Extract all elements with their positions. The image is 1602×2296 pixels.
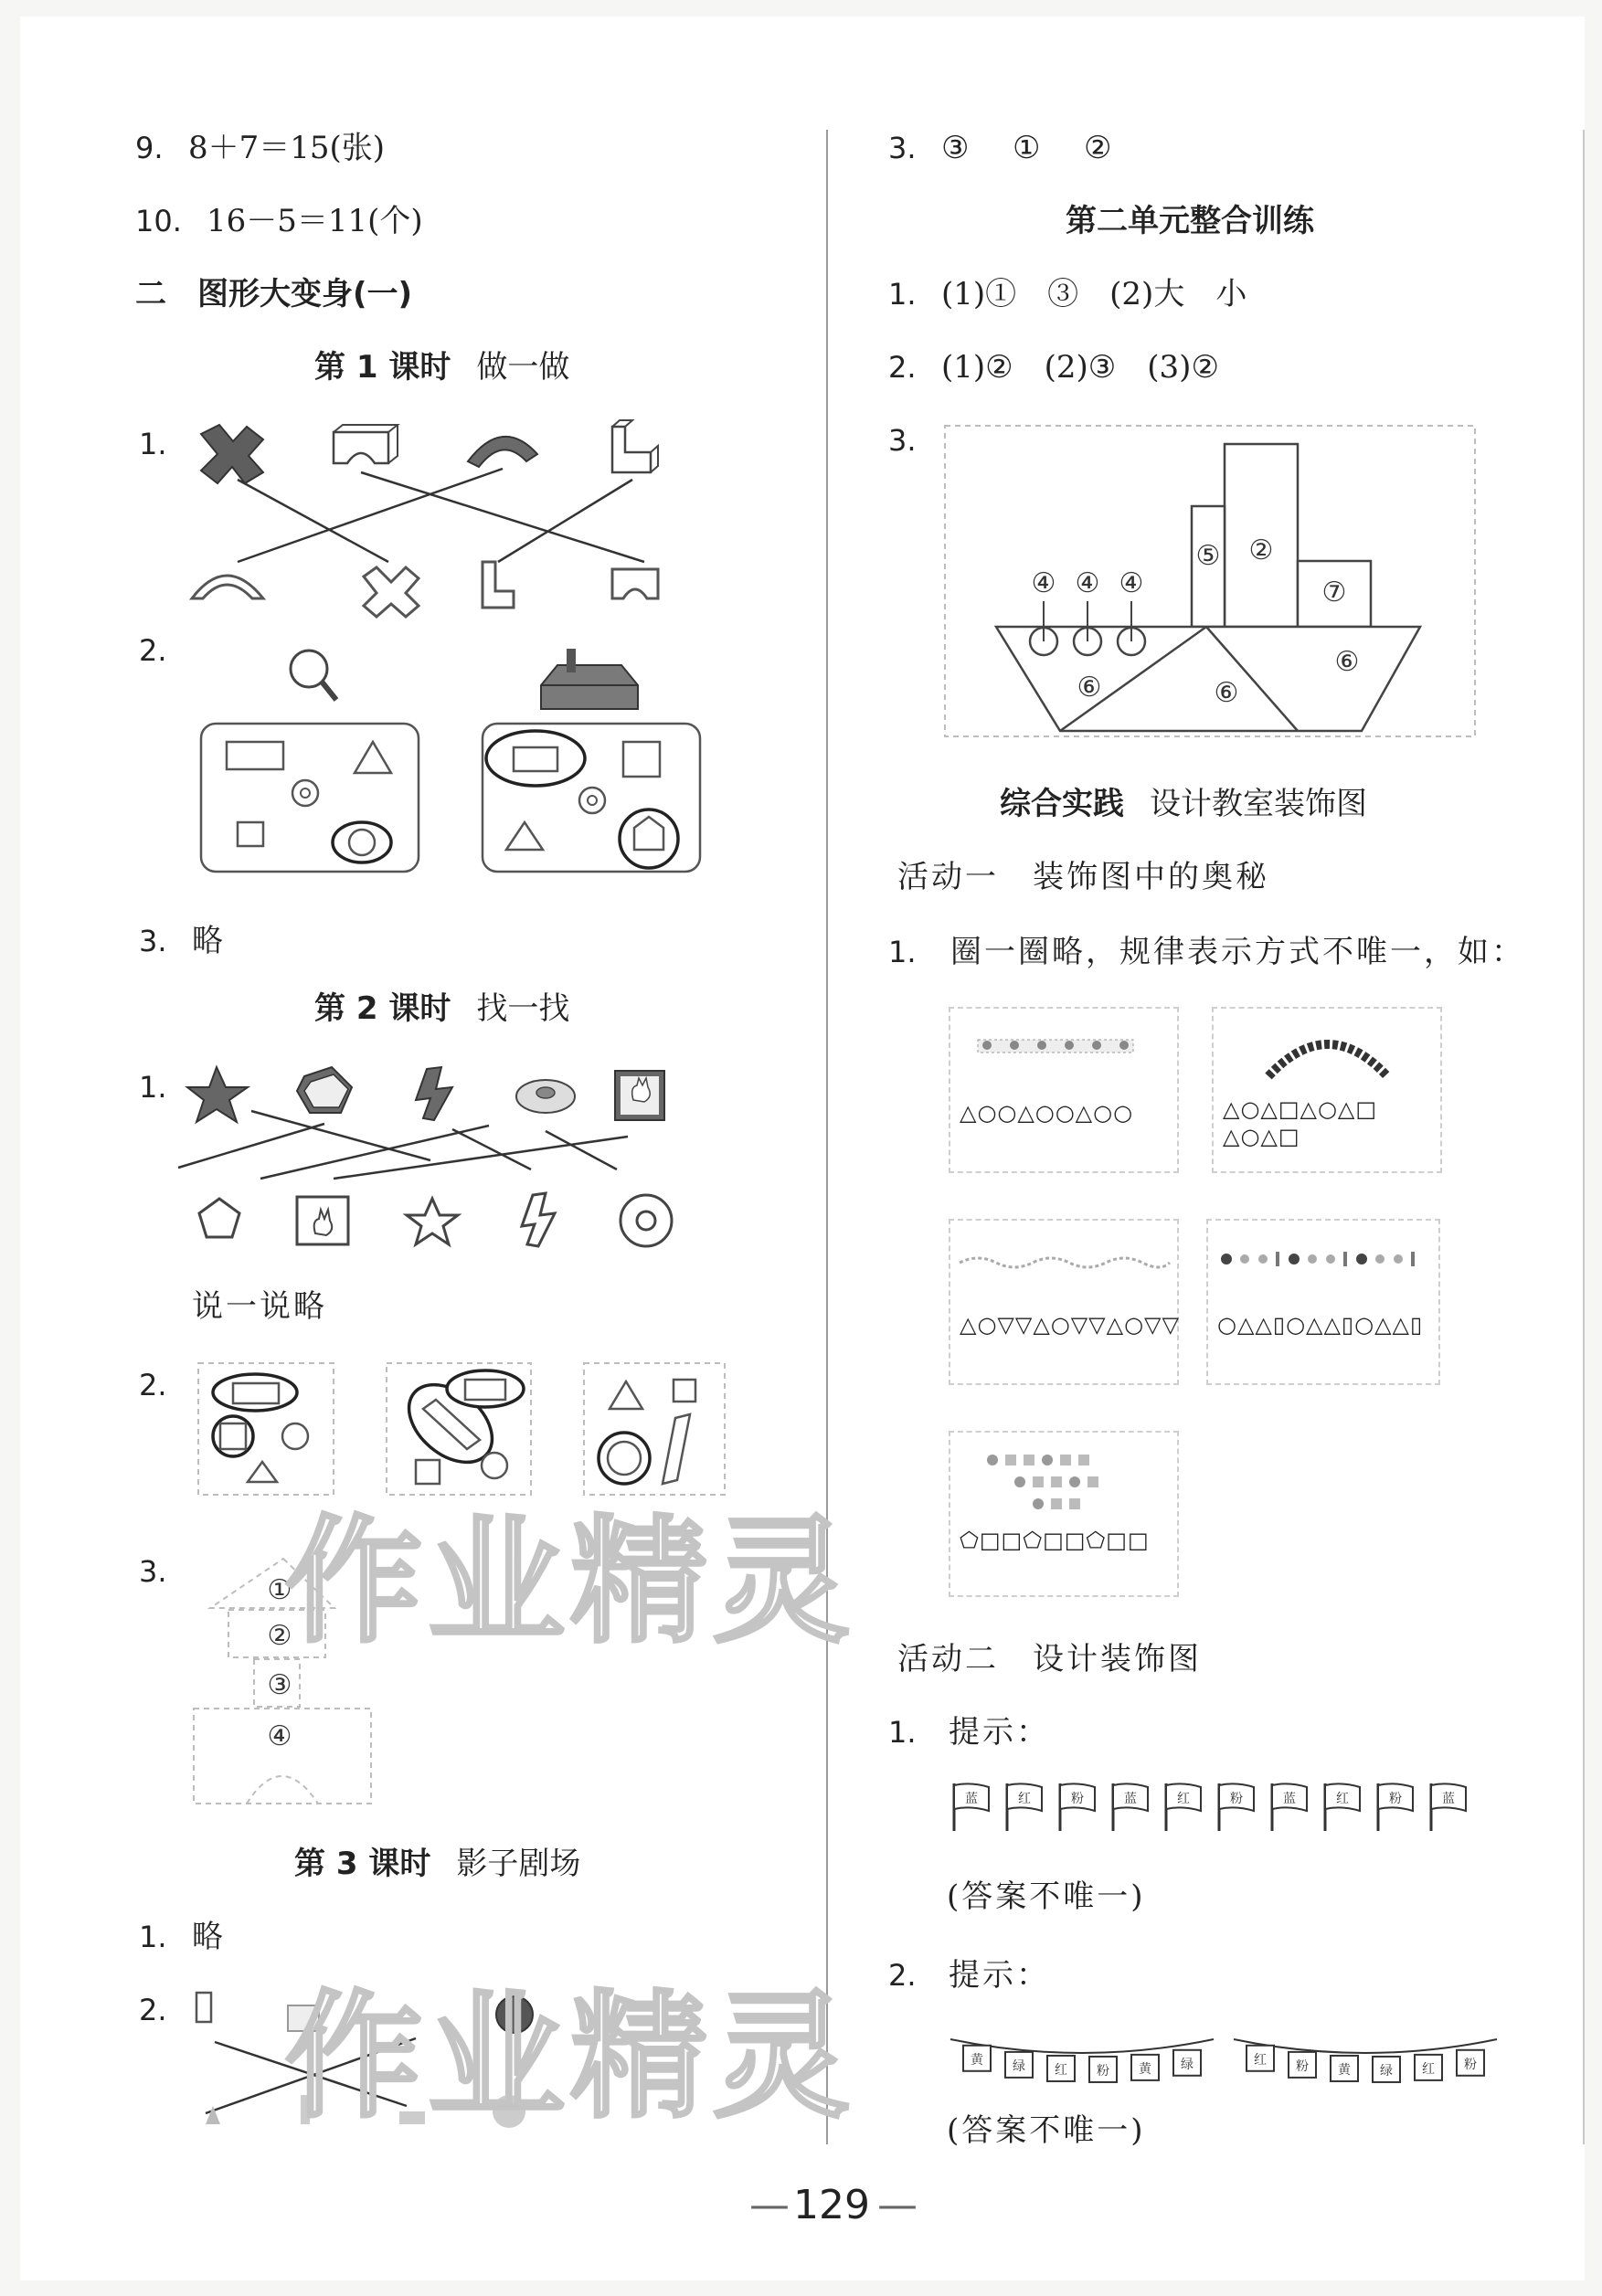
lesson1-q1-number: 1. [139,427,167,461]
cylinder-block-icon [196,1993,211,2022]
pennant-5 [1131,2055,1159,2080]
pattern-card-1 [949,1007,1179,1173]
boat-label-small: ⑤ [1195,540,1221,572]
act1-q1-text: 圈一圈略，规律表示方式不唯一，如： [950,934,1525,970]
flag-label: 蓝 [965,1792,978,1806]
right-q3-number: 3. [888,131,917,165]
page-number: 129 [793,2182,870,2228]
lesson2-say-note: 说一说略 [192,1288,327,1325]
flag-4 [1113,1783,1148,1831]
lesson2-q2-number: 2. [139,1368,167,1402]
pennant-label: 黄 [1338,2062,1351,2078]
q10-number: 10. [135,204,182,238]
note-1: (答案不唯一) [947,1878,1146,1915]
pattern-card-3 [949,1219,1179,1385]
pattern-card-2 [1212,1007,1442,1173]
lesson3-heading [294,1846,580,1882]
right-q3-answer-3: ② [1084,130,1112,166]
act2-q1-number: 1. [888,1715,917,1750]
rabbit-card-icon [615,1071,664,1120]
flag-label: 粉 [1071,1792,1084,1806]
flag-9 [1378,1783,1413,1831]
boat-label-tri-left: ⑥ [1077,672,1102,704]
q9-answer: 8＋7＝15(张) [188,130,386,166]
match-line [546,1131,617,1169]
lesson1-q2-figure [192,640,704,877]
lightning-outline-icon [522,1193,555,1246]
match-line [238,469,503,562]
pennant-label: 黄 [1139,2061,1151,2077]
pennant-label: 红 [1055,2062,1067,2078]
right-q3-answer-1: ③ [941,130,970,166]
act2-q1-text: 提示： [949,1714,1050,1751]
activity2-heading: 活动二 设计装饰图 [897,1641,1202,1677]
lesson3-subtitle: 影子剧场 [456,1846,581,1882]
page-number-dash-right: — [877,2182,918,2228]
unit2-q3-number: 3. [888,423,917,458]
section-heading: 二 图形大变身(一) [135,276,413,312]
unit2-q1-number: 1. [888,277,917,312]
boat-figure [941,422,1480,742]
star-block-icon [187,1067,248,1122]
stack-label-3: ③ [267,1669,292,1701]
flag-row-1 [950,1780,1480,1835]
match-line [498,480,632,562]
watermark-text: 作业精灵 [285,1503,856,1662]
lesson3-q2-number: 2. [139,1993,167,2027]
lesson2-q1-number: 1. [139,1070,167,1105]
lesson1-q3-number: 3. [139,924,167,958]
pennant-9 [1331,2056,1358,2081]
unit2-heading: 第二单元整合训练 [1066,203,1314,239]
lesson3-q1-answer: 略 [192,1919,223,1955]
match-line [361,472,644,562]
pattern-row: △○△□△○△□ [1223,1096,1378,1122]
stack-label-2: ② [267,1620,292,1652]
boat-label-tri-right: ⑥ [1334,646,1360,678]
flag-label: 蓝 [1283,1792,1296,1806]
pennant-label: 粉 [1464,2057,1477,2072]
lesson3-q1-number: 1. [139,1920,167,1954]
flag-1 [954,1783,989,1831]
star-outline-icon [407,1199,458,1244]
lesson1-q3-answer: 略 [192,923,223,959]
act1-q1-number: 1. [888,935,917,969]
ring-outline-icon [621,1195,672,1246]
flag-label: 粉 [1389,1792,1402,1806]
pennant-label: 绿 [1181,2057,1194,2072]
rainbow-block-icon [468,437,537,467]
cross-block-icon [201,425,263,483]
pattern-pic-5 [983,1451,1148,1515]
rabbit-outline-icon [297,1197,348,1244]
lesson1-q1-matching-figure [183,416,695,608]
lesson2-subtitle: 找一找 [476,990,570,1027]
match-line [452,1129,531,1169]
lesson3-title: 第 3 课时 [294,1846,431,1882]
l-outline-icon [483,562,514,608]
pattern-card-5 [949,1431,1179,1597]
magnifier-icon [291,651,336,700]
lesson1-q2-number: 2. [139,633,167,668]
pennant-label: 绿 [1013,2058,1025,2074]
pennant-label: 粉 [1097,2063,1109,2079]
activity1-heading: 活动一 装饰图中的奥秘 [897,859,1269,895]
flag-7 [1272,1783,1307,1831]
pennant-4 [1089,2057,1117,2082]
arch-block-icon [334,425,398,463]
stack-label-1: ① [267,1574,292,1606]
flag-label: 粉 [1230,1792,1243,1806]
lightning-block-icon [416,1067,452,1120]
pattern-card-4 [1206,1219,1440,1385]
flag-5 [1166,1783,1201,1831]
ring-block-icon [516,1080,575,1113]
house-block-icon [541,649,638,709]
pattern-pic-3 [960,1254,1170,1272]
boat-label-tall: ② [1248,534,1274,566]
pattern-row: △○▽▽△○▽▽△○▽▽ [960,1312,1180,1338]
pennant-label: 红 [1422,2061,1435,2077]
match-line [178,1124,324,1168]
flag-label: 蓝 [1442,1792,1455,1806]
right-edge-line [1583,130,1585,2144]
pennant-6 [1173,2050,1201,2076]
pennant-2 [1005,2052,1033,2078]
flag-label: 红 [1177,1792,1190,1806]
pattern-row: ⬠□□⬠□□⬠□□ [960,1528,1150,1553]
flag-label: 红 [1018,1792,1031,1806]
flag-label: 蓝 [1124,1792,1137,1806]
pattern-pic-4 [1217,1248,1427,1270]
practice-title: 综合实践 [1000,786,1124,822]
unit2-q2-number: 2. [888,350,917,385]
pattern-row: △○○△○○△○○ [960,1100,1134,1126]
flag-6 [1219,1783,1254,1831]
boat-label-circle-3: ④ [1119,567,1144,599]
flag-3 [1060,1783,1095,1831]
act2-q2-number: 2. [888,1958,917,1993]
bunting-row [945,2030,1512,2094]
pentagon-outline-icon [199,1199,239,1237]
practice-subtitle: 设计教室装饰图 [1150,786,1367,822]
pennant-10 [1373,2057,1400,2082]
flag-8 [1325,1783,1360,1831]
l-block-icon [612,420,658,472]
lesson2-q1-matching-figure [187,1060,699,1256]
pennant-8 [1289,2052,1316,2078]
pennant-7 [1247,2046,1274,2071]
lesson1-subtitle: 做一做 [476,349,570,386]
lesson2-title: 第 2 课时 [314,990,451,1027]
boat-label-tri-mid: ⑥ [1214,677,1239,709]
pennant-label: 黄 [971,2052,983,2068]
lesson2-q3-number: 3. [139,1554,167,1589]
boat-label-circle-2: ④ [1075,567,1100,599]
unit2-q2-answer: (1)② (2)③ (3)② [941,349,1219,386]
note-2: (答案不唯一) [947,2112,1146,2149]
flag-2 [1007,1783,1042,1831]
pattern-row: △○△□ [1223,1124,1300,1149]
unit2-q1-answer: (1)① ③ (2)大 小 [941,276,1247,312]
pennant-label: 绿 [1380,2063,1393,2079]
rainbow-outline-icon [192,576,263,598]
boat-label-right: ⑦ [1321,577,1347,608]
flag-10 [1431,1783,1466,1831]
boat-hull [996,627,1420,731]
right-q3-answer-2: ① [1013,130,1041,166]
pennant-11 [1415,2055,1442,2080]
q10-answer: 16－5＝11(个) [207,203,423,239]
match-line [238,480,388,562]
column-divider [826,130,828,2144]
stack-label-4: ④ [267,1720,292,1752]
lesson1-heading [314,349,569,386]
boat-label-circle-1: ④ [1031,567,1056,599]
pattern-row: ○△△▯○△△▯○△△▯ [1217,1312,1424,1338]
pennant-3 [1047,2056,1075,2081]
watermark-text: 作业精灵 [285,1978,856,2137]
match-line [251,1111,430,1160]
page-number-dash-left: — [749,2182,790,2228]
pennant-1 [963,2046,991,2071]
act2-q2-text: 提示： [949,1957,1050,1994]
arch-outline-icon [612,569,658,598]
flag-label: 红 [1336,1792,1349,1806]
practice-heading [1000,786,1367,822]
lesson1-title: 第 1 课时 [314,349,451,386]
lesson2-heading [314,990,569,1027]
pennant-12 [1457,2050,1484,2076]
pennant-label: 粉 [1296,2058,1309,2074]
q9-number: 9. [135,131,164,165]
pattern-pic-1 [978,1034,1151,1062]
rope-arch-icon [1259,1021,1396,1085]
pennant-label: 红 [1254,2052,1267,2068]
